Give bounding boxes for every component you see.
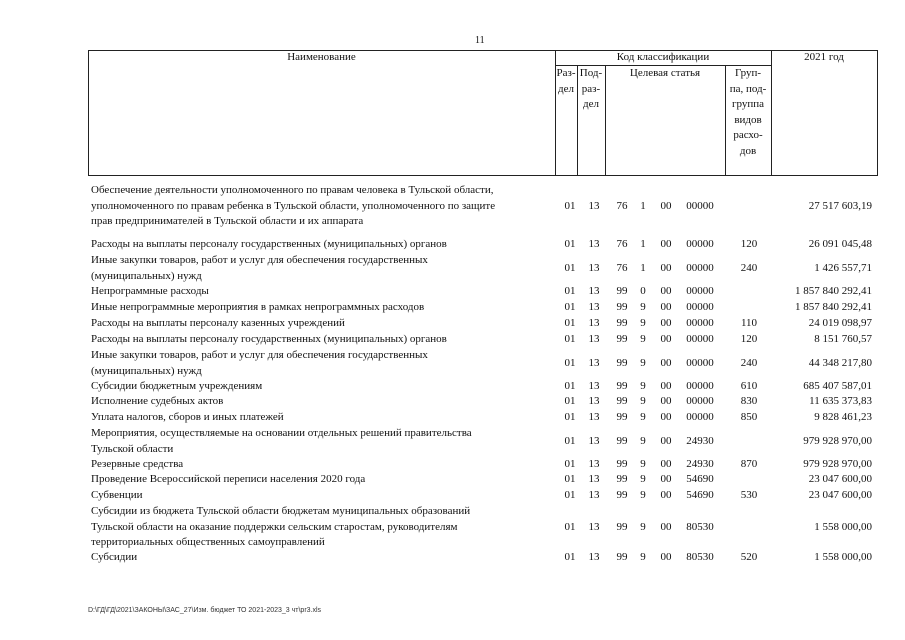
header-left-border xyxy=(88,50,89,176)
row-cs3: 00 xyxy=(660,489,672,501)
row-cs4: 00000 xyxy=(686,317,714,329)
table-row xyxy=(0,253,905,284)
row-cs1: 99 xyxy=(616,489,628,501)
table-row xyxy=(0,457,905,473)
row-amount: 8 151 760,57 xyxy=(814,333,872,345)
row-cs3: 00 xyxy=(660,380,672,392)
row-cs4: 00000 xyxy=(686,356,714,369)
row-name: Субсидии из бюджета Тульской области бюджетам муниципальных образований Тульской области на оказание поддержки сельским старостам, руководителям территориальных общественных самоуправлений xyxy=(91,505,471,548)
header-subsection: Под- раз- дел xyxy=(579,67,603,110)
row-cs2: 9 xyxy=(640,434,646,447)
row-podrazdel: 13 xyxy=(588,285,600,297)
row-razdel: 01 xyxy=(564,458,576,470)
row-cs4: 00000 xyxy=(686,261,714,274)
row-razdel: 01 xyxy=(564,356,576,369)
table-row xyxy=(0,550,905,566)
table-row xyxy=(0,316,905,332)
row-amount: 1 558 000,00 xyxy=(814,551,872,563)
row-amount: 11 635 373,83 xyxy=(809,395,872,407)
header-group: Груп- па, под- группа видов расхо- дов xyxy=(729,67,767,157)
row-vid: 870 xyxy=(740,458,758,470)
row-amount: 44 348 217,80 xyxy=(808,356,872,369)
table-row xyxy=(0,300,905,316)
header-classification: Код классификации xyxy=(616,51,710,63)
header-name: Наименование xyxy=(287,51,356,63)
row-name: Субсидии бюджетным учреждениям xyxy=(91,380,263,392)
row-cs3: 00 xyxy=(660,238,672,250)
row-podrazdel: 13 xyxy=(588,380,600,392)
row-cs3: 00 xyxy=(660,356,672,369)
row-podrazdel: 13 xyxy=(588,199,600,212)
group-col-divider xyxy=(771,50,772,176)
row-cs1: 76 xyxy=(616,238,628,250)
row-razdel: 01 xyxy=(564,473,576,485)
row-vid: 520 xyxy=(740,551,758,563)
row-amount: 27 517 603,19 xyxy=(808,199,872,212)
row-cs4: 00000 xyxy=(686,411,714,423)
row-cs1: 99 xyxy=(616,520,628,533)
row-cs3: 00 xyxy=(660,317,672,329)
table-row xyxy=(0,379,905,395)
table-row xyxy=(0,410,905,426)
row-cs3: 00 xyxy=(660,520,672,533)
row-razdel: 01 xyxy=(564,520,576,533)
row-razdel: 01 xyxy=(564,411,576,423)
row-name: Мероприятия, осуществляемые на основании отдельных решений правительства Тульской области xyxy=(91,427,472,455)
file-path-footer: D:\ГД\ГД\2021\ЗАКОНЫ\ЗАС_27\Изм. бюджет ТО 2021-2023_3 чт\pr3.xls xyxy=(88,607,322,614)
row-cs4: 00000 xyxy=(686,199,714,212)
row-cs3: 00 xyxy=(660,473,672,485)
row-podrazdel: 13 xyxy=(588,317,600,329)
table-header xyxy=(88,50,878,176)
row-name: Расходы на выплаты персоналу казенных учреждений xyxy=(91,317,345,329)
row-podrazdel: 13 xyxy=(588,356,600,369)
row-razdel: 01 xyxy=(564,301,576,313)
page-number: 11 xyxy=(475,35,485,46)
row-podrazdel: 13 xyxy=(588,473,600,485)
row-cs1: 99 xyxy=(616,395,628,407)
row-cs2: 9 xyxy=(640,458,646,470)
row-cs4: 00000 xyxy=(686,301,714,313)
row-razdel: 01 xyxy=(564,434,576,447)
row-razdel: 01 xyxy=(564,285,576,297)
row-cs4: 00000 xyxy=(686,395,714,407)
row-vid: 120 xyxy=(740,333,758,345)
row-cs3: 00 xyxy=(660,395,672,407)
row-podrazdel: 13 xyxy=(588,395,600,407)
row-cs4: 00000 xyxy=(686,238,714,250)
row-podrazdel: 13 xyxy=(588,261,600,274)
row-cs1: 99 xyxy=(616,473,628,485)
table-row xyxy=(0,472,905,488)
table-row xyxy=(0,237,905,253)
row-cs2: 1 xyxy=(640,261,646,274)
header-bottom-border xyxy=(88,175,878,176)
row-cs2: 0 xyxy=(640,285,646,297)
table-row xyxy=(0,284,905,300)
row-name: Иные закупки товаров, работ и услуг для обеспечения государственных (муниципальных) нужд xyxy=(91,349,428,377)
row-cs1: 99 xyxy=(616,301,628,313)
row-amount: 9 828 461,23 xyxy=(814,411,872,423)
row-name: Проведение Всероссийской переписи населения 2020 года xyxy=(91,473,366,485)
row-cs2: 9 xyxy=(640,317,646,329)
row-vid: 830 xyxy=(740,395,758,407)
row-cs2: 9 xyxy=(640,489,646,501)
row-cs2: 1 xyxy=(640,238,646,250)
row-podrazdel: 13 xyxy=(588,301,600,313)
row-cs3: 00 xyxy=(660,199,672,212)
row-name: Субсидии xyxy=(91,551,138,563)
row-vid: 610 xyxy=(740,380,758,392)
row-vid: 850 xyxy=(740,411,758,423)
row-razdel: 01 xyxy=(564,261,576,274)
table-row xyxy=(0,348,905,379)
row-cs3: 00 xyxy=(660,458,672,470)
row-cs4: 24930 xyxy=(686,434,714,447)
row-cs1: 76 xyxy=(616,199,628,212)
row-vid: 240 xyxy=(740,356,758,369)
row-razdel: 01 xyxy=(564,199,576,212)
row-name: Обеспечение деятельности уполномоченного по правам человека в Тульской области, уполномоченного по правам ребенка в Тульской области, уполномоченного по защите прав предпринимателей в Тульской области и их аппарата xyxy=(91,184,496,227)
row-cs3: 00 xyxy=(660,333,672,345)
row-cs2: 9 xyxy=(640,520,646,533)
row-cs1: 99 xyxy=(616,458,628,470)
row-cs3: 00 xyxy=(660,434,672,447)
row-razdel: 01 xyxy=(564,238,576,250)
row-name: Исполнение судебных актов xyxy=(91,395,224,407)
header-right-border xyxy=(877,50,878,176)
row-cs2: 9 xyxy=(640,380,646,392)
row-vid: 530 xyxy=(740,489,758,501)
row-cs1: 99 xyxy=(616,356,628,369)
row-cs4: 00000 xyxy=(686,285,714,297)
row-amount: 685 407 587,01 xyxy=(803,380,872,392)
row-podrazdel: 13 xyxy=(588,434,600,447)
row-amount: 1 857 840 292,41 xyxy=(795,285,872,297)
row-cs1: 99 xyxy=(616,434,628,447)
row-name: Непрограммные расходы xyxy=(91,285,209,297)
row-cs4: 80530 xyxy=(686,520,714,533)
table-row xyxy=(0,426,905,457)
table-row xyxy=(0,332,905,348)
header-target: Целевая статья xyxy=(629,67,701,79)
row-podrazdel: 13 xyxy=(588,551,600,563)
row-name: Расходы на выплаты персоналу государственных (муниципальных) органов xyxy=(91,238,447,250)
row-amount: 1 426 557,71 xyxy=(814,261,872,274)
row-amount: 1 857 840 292,41 xyxy=(795,301,872,313)
row-amount: 26 091 045,48 xyxy=(808,238,872,250)
row-podrazdel: 13 xyxy=(588,520,600,533)
table-row xyxy=(0,504,905,551)
row-name: Иные непрограммные мероприятия в рамках непрограммных расходов xyxy=(91,301,425,313)
row-podrazdel: 13 xyxy=(588,458,600,470)
row-amount: 1 558 000,00 xyxy=(814,520,872,533)
row-cs2: 9 xyxy=(640,395,646,407)
row-cs1: 99 xyxy=(616,317,628,329)
row-cs3: 00 xyxy=(660,301,672,313)
row-podrazdel: 13 xyxy=(588,238,600,250)
row-cs2: 9 xyxy=(640,551,646,563)
row-cs1: 99 xyxy=(616,380,628,392)
row-cs1: 99 xyxy=(616,411,628,423)
row-cs3: 00 xyxy=(660,411,672,423)
row-razdel: 01 xyxy=(564,317,576,329)
row-vid: 120 xyxy=(740,238,758,250)
row-cs4: 54690 xyxy=(686,489,714,501)
row-cs2: 9 xyxy=(640,411,646,423)
row-cs1: 99 xyxy=(616,551,628,563)
row-cs3: 00 xyxy=(660,551,672,563)
row-amount: 24 019 098,97 xyxy=(808,317,872,329)
row-name: Резервные средства xyxy=(91,458,184,470)
row-podrazdel: 13 xyxy=(588,489,600,501)
row-cs2: 1 xyxy=(640,199,646,212)
row-name: Расходы на выплаты персоналу государственных (муниципальных) органов xyxy=(91,333,447,345)
row-cs4: 80530 xyxy=(686,551,714,563)
row-cs1: 99 xyxy=(616,333,628,345)
row-razdel: 01 xyxy=(564,380,576,392)
row-name: Субвенции xyxy=(91,489,143,501)
table-row xyxy=(0,488,905,504)
row-cs4: 00000 xyxy=(686,380,714,392)
row-amount: 979 928 970,00 xyxy=(803,458,872,470)
row-cs1: 76 xyxy=(616,261,628,274)
subsection-col-divider xyxy=(605,65,606,176)
row-cs3: 00 xyxy=(660,285,672,297)
row-razdel: 01 xyxy=(564,395,576,407)
row-razdel: 01 xyxy=(564,489,576,501)
row-vid: 240 xyxy=(740,261,758,274)
row-cs2: 9 xyxy=(640,473,646,485)
row-name: Иные закупки товаров, работ и услуг для обеспечения государственных (муниципальных) нужд xyxy=(91,254,428,282)
row-cs4: 00000 xyxy=(686,333,714,345)
row-cs1: 99 xyxy=(616,285,628,297)
row-vid: 110 xyxy=(740,317,758,329)
header-year: 2021 год xyxy=(804,51,844,63)
row-razdel: 01 xyxy=(564,333,576,345)
row-cs2: 9 xyxy=(640,333,646,345)
header-section: Раз- дел xyxy=(556,67,576,95)
row-amount: 23 047 600,00 xyxy=(808,473,872,485)
table-row xyxy=(0,183,905,230)
row-cs3: 00 xyxy=(660,261,672,274)
row-cs2: 9 xyxy=(640,356,646,369)
row-amount: 23 047 600,00 xyxy=(808,489,872,501)
row-podrazdel: 13 xyxy=(588,333,600,345)
row-cs4: 24930 xyxy=(686,458,714,470)
table-row xyxy=(0,394,905,410)
row-cs4: 54690 xyxy=(686,473,714,485)
row-amount: 979 928 970,00 xyxy=(803,434,872,447)
row-podrazdel: 13 xyxy=(588,411,600,423)
row-name: Уплата налогов, сборов и иных платежей xyxy=(91,411,284,423)
row-razdel: 01 xyxy=(564,551,576,563)
row-cs2: 9 xyxy=(640,301,646,313)
